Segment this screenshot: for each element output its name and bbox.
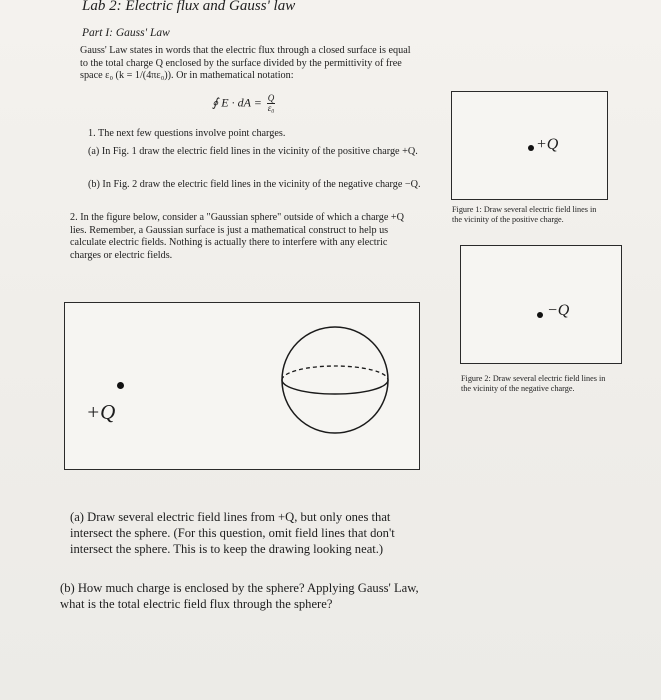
question-2: 2. In the figure below, consider a "Gaussian sphere" outside of which a charge +Q lies. Remember, a Gaussian surface is just a mathematical construct to help us calculate electric fields. Nothing is actually there to interfere with any electric charges or electric fields.: [70, 212, 405, 261]
figure-2-charge-label: −Q: [547, 302, 570, 319]
equation-denominator: ε₀: [267, 103, 275, 113]
question-2b: (b) How much charge is enclosed by the sphere? Applying Gauss' Law, what is the total electric field flux through the sphere?: [60, 581, 419, 611]
figure-3-charge-label: +Q: [86, 400, 116, 424]
gaussian-sphere-outline: [282, 327, 388, 433]
equation-lhs: ∮ E · dA =: [212, 95, 262, 110]
negative-charge-dot: [537, 312, 543, 318]
figure-2-box[interactable]: [460, 245, 622, 364]
equation-numerator: Q: [267, 93, 275, 103]
sphere-equator-back: [282, 366, 388, 380]
charge-dot: [117, 382, 124, 389]
intro-paragraph: Gauss' Law states in words that the electric flux through a closed surface is equal to the total charge Q enclosed by the surface divided by the permittivity of free space ε₀ (k = 1/(4πε₀)). Or in mathematical notation:: [80, 45, 411, 82]
section-heading: Part I: Gauss' Law: [82, 27, 170, 39]
figure-1-charge-label: +Q: [536, 136, 559, 153]
positive-charge-dot: [528, 145, 534, 151]
figure-1-caption: Figure 1: Draw several electric field lines in the vicinity of the positive charge.: [452, 205, 597, 224]
sphere-equator-front: [282, 380, 388, 394]
equation-fraction: [267, 94, 276, 113]
figure-2-caption: Figure 2: Draw several electric field lines in the vicinity of the negative charge.: [461, 374, 606, 393]
question-2a: (a) Draw several electric field lines from +Q, but only ones that intersect the sphere. (For this question, omit field lines that don't intersect the sphere. This is to keep the drawing looking neat.): [70, 510, 395, 556]
question-1b: (b) In Fig. 2 draw the electric field lines in the vicinity of the negative charge −Q.: [88, 179, 421, 190]
question-1a: (a) In Fig. 1 draw the electric field lines in the vicinity of the positive charge +Q.: [88, 146, 418, 157]
page-title: Lab 2: Electric flux and Gauss' law: [82, 0, 296, 14]
question-1: 1. The next few questions involve point charges.: [88, 128, 286, 139]
gauss-law-equation: [212, 94, 275, 113]
